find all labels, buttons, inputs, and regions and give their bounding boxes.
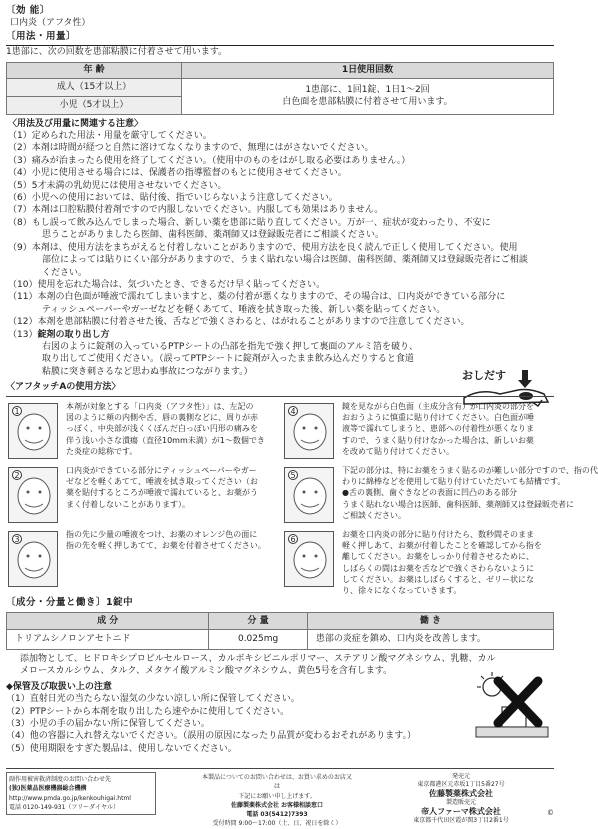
- step-line: ゼなどを軽くあてて、唾液を拭き取ってください（お: [66, 476, 258, 486]
- usage-step: [284, 529, 554, 596]
- step-line: おおうように慎重に貼り付けてください。白色面が唾: [342, 412, 534, 422]
- precaution-item: [8, 267, 554, 279]
- precautions-section: [6, 118, 554, 382]
- precaution-text: 部位によっては貼りにくい部分がありますので、うまく貼れない場合は医師、歯科医師、薬剤師又は登録販売者にご相談: [42, 255, 528, 266]
- precaution-item: [8, 341, 554, 353]
- precautions-header: 〈用法及び用量に関連する注意〉: [8, 118, 144, 129]
- step-line: 指の先を軽く押しあてて、お薬を付着させてください。: [66, 540, 266, 550]
- step-line: わりに綿棒などを使用して貼り付けていただいても結構です。: [342, 476, 566, 486]
- usage-section: [6, 381, 598, 596]
- precaution-number: （12）: [8, 317, 38, 328]
- precaution-text: ティッシュペーパーやガーゼなどを軽くあてて、唾液を拭き取った後、新しい薬を貼ってください。: [42, 304, 446, 315]
- efficacy-section: [6, 4, 554, 30]
- copyright-mark: ©: [547, 809, 554, 817]
- step-number: 4: [288, 406, 298, 416]
- precaution-text: 錠剤の取り出し方: [37, 329, 110, 340]
- storage-item: （3）小児の手の届かない所に保管してください。: [6, 719, 210, 729]
- precaution-text: 小児に使用させる場合には、保護者の指導監督のもとに使用させてください。: [31, 168, 347, 179]
- relief-line-1: 副作用被害救済制度のお問い合わせ先: [9, 776, 112, 783]
- maker-address: 東京都千代田区霞が関3丁目2番1号: [413, 817, 509, 825]
- precaution-item: [8, 353, 554, 365]
- usage-step: [8, 401, 278, 461]
- precaution-item: [8, 130, 554, 142]
- efficacy-text: 口内炎（アフタ性）: [10, 18, 91, 29]
- step-line: っぽく、中央部が浅くくぼんだ白っぽい円形の痛みを: [66, 424, 258, 434]
- dosage-header: 〔用法・用量〕: [6, 30, 77, 42]
- storage-section: [6, 681, 554, 755]
- step-text: [342, 401, 554, 458]
- usage-step: [8, 465, 278, 525]
- storage-item: （4）他の容器に入れ替えないでください。（誤用の原因になったり品質が変わるおそれがあります。）: [6, 731, 417, 742]
- precaution-text: ください。: [42, 267, 88, 278]
- precaution-number: （6）: [8, 193, 32, 204]
- dosage-section: [6, 30, 554, 115]
- usage-step: [284, 401, 554, 461]
- contact-line-5: 受付時間 9:00〜17:00（土、日、祝日を除く）: [212, 820, 342, 828]
- relief-line-4: 電話 0120-149-931（フリーダイヤル）: [9, 803, 119, 811]
- storage-item: （5）使用期限をすぎた製品は、使用しないでください。: [6, 743, 237, 754]
- storage-header: ◆保管及び取扱い上の注意: [6, 681, 112, 692]
- step-text: [342, 465, 598, 522]
- step-line: 指の先に少量の唾液をつけ、お薬のオレンジ色の面に: [66, 529, 258, 539]
- step-line: 液等で濡れてしまうと、患部への付着性が悪くなりま: [342, 424, 534, 434]
- step-illustration: [8, 467, 58, 523]
- precaution-number: （4）: [8, 168, 32, 179]
- step-line: 本剤が対象とする「口内炎（アフタ性）」は、左記の: [66, 401, 254, 411]
- col-amount: 分 量: [209, 612, 307, 629]
- additive-line-1: 添加物として、ヒドロキシプロピルセルロース、カルボキシビニルポリマー、ステアリン酸マグネシウム、乳糖、カル: [20, 653, 496, 664]
- component-action: 患部の炎症を鎮め、口内炎を改善します。: [307, 629, 553, 649]
- precautions-list: [8, 130, 554, 378]
- precaution-number: （1）: [8, 131, 32, 142]
- step-line: しばらくの間はお薬を舌などで強くさわらないように: [342, 563, 534, 573]
- contact-line-1: 本製品についてのお問い合わせは、お買い求めのお店又は: [202, 774, 352, 791]
- company-info: [386, 773, 536, 825]
- precaution-text: 本剤の白色面が唾液で濡れてしまいますと、薬の付着が悪くなりますので、その場合は、口内炎ができている部分に: [37, 292, 506, 303]
- step-number: 1: [12, 406, 22, 416]
- precaution-text: 痛みが治まったら使用を終了してください。（使用中のものをはがし取る必要はありません。）: [31, 155, 411, 166]
- precaution-text: 本剤は口腔粘膜付着剤ですので内服しないでください。内服しても効果はありません。: [31, 205, 384, 216]
- push-label: おしだす: [462, 368, 506, 382]
- precaution-text: 小児への使用においては、貼付後、指でいじらないよう注意してください。: [31, 193, 338, 204]
- usage-header: 〈アフタッチAの使用方法〉: [6, 382, 121, 393]
- maker-label: 製造販売元: [445, 798, 476, 806]
- precaution-text: 使用を忘れた場合は、気づいたとき、できるだけ早く貼ってください。: [37, 279, 326, 290]
- step-line: 伴う浅い小さな潰瘍（直径10mm未満）が1〜数個でき: [66, 435, 265, 445]
- precaution-text: 定められた用法・用量を厳守してください。: [31, 131, 212, 142]
- col-component: 成 分: [7, 612, 209, 629]
- step-number: 6: [288, 534, 298, 544]
- step-line: り、徐々になくなっていきます。: [342, 586, 462, 596]
- step-illustration: [284, 403, 334, 459]
- relief-line-2: (独)医薬品医療機器総合機構: [9, 785, 87, 793]
- precaution-text: 取り出してご使用ください。（誤ってPTPシートに錠剤が入ったまま飲み込んだりすると食道: [42, 354, 414, 365]
- step-number: 5: [288, 470, 298, 480]
- step-line: 口内炎ができている部分にティッシュペーパーやガー: [66, 465, 257, 475]
- precaution-number: （11）: [8, 292, 38, 303]
- step-number: 3: [12, 534, 22, 544]
- step-line: 離してください。お薬をしっかり付着させるために、: [342, 552, 534, 562]
- precaution-number: （2）: [8, 143, 32, 154]
- precaution-text: 本剤は時間が経つと自然に溶けてなくなりますので、無理にはがさないでください。: [31, 143, 374, 154]
- component-amount: 0.025mg: [209, 629, 307, 649]
- daily-line-1: 1患部に、1回1錠、1日1〜2回: [305, 84, 430, 95]
- step-text: [342, 529, 554, 597]
- composition-header: 〔成分・分量と働き〕1錠中: [6, 596, 134, 608]
- precaution-text: 本剤は、使用方法をまちがえると付着しないことがありますので、使用方法を良く読んで正しく使用してください。使用: [31, 242, 518, 253]
- precaution-item: [8, 329, 554, 341]
- usage-step: [8, 529, 278, 589]
- step-line: を改めて貼り付けてください。: [342, 447, 454, 456]
- step-illustration: [284, 531, 334, 587]
- precaution-text: もし誤って飲み込んでしまった場合、新しい薬を患部に貼り直してください。万が一、症状が変わったり、不安に: [31, 217, 491, 228]
- composition-table: [6, 612, 554, 650]
- step-number: 2: [12, 470, 22, 480]
- maker-name: 帝人ファーマ株式会社: [421, 806, 501, 816]
- step-line: た炎症の総称です。: [66, 447, 138, 456]
- step-line: すので、うまく貼り付けなかった場合は、新しいお薬: [342, 435, 534, 445]
- step-line: してください。お薬はしばらくすると、ゼリー状にな: [342, 575, 534, 584]
- step-illustration: [284, 467, 334, 523]
- precaution-item: [8, 192, 554, 204]
- daily-usage: [182, 78, 554, 114]
- composition-section: [6, 596, 554, 678]
- no-sunlight-icon: [472, 671, 552, 741]
- step-illustration: [8, 403, 58, 459]
- storage-item: （1）直射日光の当たらない湿気の少ない涼しい所に保管してください。: [6, 694, 300, 705]
- step-line: 図のように頬の内側や舌、唇の裏側などに、周りが赤: [66, 412, 258, 422]
- step-line: 下記の部分は、特にお薬をうまく貼るのが難しい部分ですので、指の代: [342, 465, 598, 475]
- step-text: [66, 465, 278, 510]
- step-illustration: [8, 531, 58, 587]
- col-age: 年 齢: [7, 62, 182, 78]
- precaution-item: [8, 304, 554, 316]
- precaution-item: [8, 180, 554, 192]
- dosage-table: [6, 62, 554, 115]
- precaution-item: [8, 155, 554, 167]
- precaution-text: 5才未満の乳幼児には使用させないでください。: [31, 180, 227, 191]
- precaution-item: [8, 229, 554, 241]
- contact-line-3: 佐藤製薬株式会社 お客様相談窓口: [230, 801, 324, 809]
- precaution-item: [8, 242, 554, 254]
- precaution-item: [8, 142, 554, 154]
- seller-address: 東京都港区元赤坂1丁目5番27号: [417, 780, 505, 788]
- step-line: うまく貼れない場合は医師、歯科医師、薬剤師又は登録販売者に: [342, 499, 574, 509]
- precaution-item: [8, 316, 554, 328]
- seller-name: 佐藤製薬株式会社: [429, 788, 493, 798]
- step-line: 鏡を見ながら白色面（主成分含有）が口内炎の部分を: [342, 401, 534, 411]
- age-adult: 成人（15才以上）: [7, 78, 182, 96]
- precaution-number: （10）: [8, 279, 38, 290]
- precaution-text: 右図のように錠剤の入っているPTPシートの凸部を指先で強く押して裏面のアルミ箔を破り、: [42, 341, 418, 352]
- precaution-text: 本剤を患部粘膜に付着させた後、舌などで強くさわると、はがれることがありますので注意してください。: [37, 317, 470, 328]
- step-text: [66, 401, 278, 458]
- contact-info: [202, 773, 352, 829]
- contact-line-4: 電話 03(5412)7393: [246, 811, 308, 819]
- storage-item: （2）PTPシートから本剤を取り出したら速やかに使用してください。: [6, 706, 290, 717]
- precaution-item: [8, 254, 554, 266]
- relief-line-3: http://www.pmda.go.jp/kenkouhigai.html: [9, 794, 131, 802]
- precaution-item: [8, 217, 554, 229]
- efficacy-header: 〔効 能〕: [6, 5, 50, 16]
- step-line: ●舌の裏側、歯ぐきなどの表面に凹凸のある部分: [342, 488, 517, 498]
- additive-line-2: メロースカルシウム、タルク、メタケイ酸アルミン酸マグネシウム、黄色5号を含有します。: [20, 666, 393, 677]
- precaution-text: 思うことがありましたら医師、歯科医師、薬剤師又は登録販売者にご相談ください。: [42, 230, 385, 241]
- seller-label: 発売元: [451, 773, 470, 780]
- precaution-number: （7）: [8, 205, 32, 216]
- usage-step: [284, 465, 598, 525]
- precaution-number: （5）: [8, 180, 32, 191]
- step-line: お薬を口内炎の部分に貼り付けたら、数秒間そのまま: [342, 529, 534, 539]
- daily-line-2: 白色面を患部粘膜に付着させて用います。: [282, 97, 453, 108]
- precaution-item: [8, 291, 554, 303]
- col-action: 働 き: [307, 612, 553, 629]
- precaution-item: [8, 204, 554, 216]
- step-line: まく付着しないことがあります）。: [66, 499, 190, 509]
- step-line: 薬を貼付するところが唾液で濡れていると、お薬がう: [66, 488, 258, 498]
- component-name: トリアムシノロンアセトニド: [7, 629, 209, 649]
- relief-info: [6, 772, 156, 815]
- precaution-text: 粘膜に突き刺さるなど思わぬ事故につながります。）: [42, 366, 253, 377]
- dosage-intro: 1患部に、次の回数を患部粘膜に付着させて用います。: [6, 47, 228, 58]
- precaution-item: [8, 279, 554, 291]
- step-line: 軽く押しあて、お薬が付着したことを確認してから指を: [342, 540, 542, 550]
- precaution-number: （13）: [8, 329, 38, 340]
- precaution-number: （9）: [8, 242, 32, 253]
- age-child: 小児（5才以上）: [7, 96, 182, 114]
- col-daily: 1日使用回数: [182, 62, 554, 78]
- usage-steps: [6, 396, 598, 596]
- contact-line-2: 下記にお願い申し上げます。: [238, 792, 316, 800]
- precaution-number: （3）: [8, 155, 32, 166]
- footer: [6, 768, 554, 828]
- step-text: [66, 529, 278, 552]
- precaution-number: （8）: [8, 217, 32, 228]
- step-line: ご相談ください。: [342, 511, 406, 520]
- precaution-item: [8, 167, 554, 179]
